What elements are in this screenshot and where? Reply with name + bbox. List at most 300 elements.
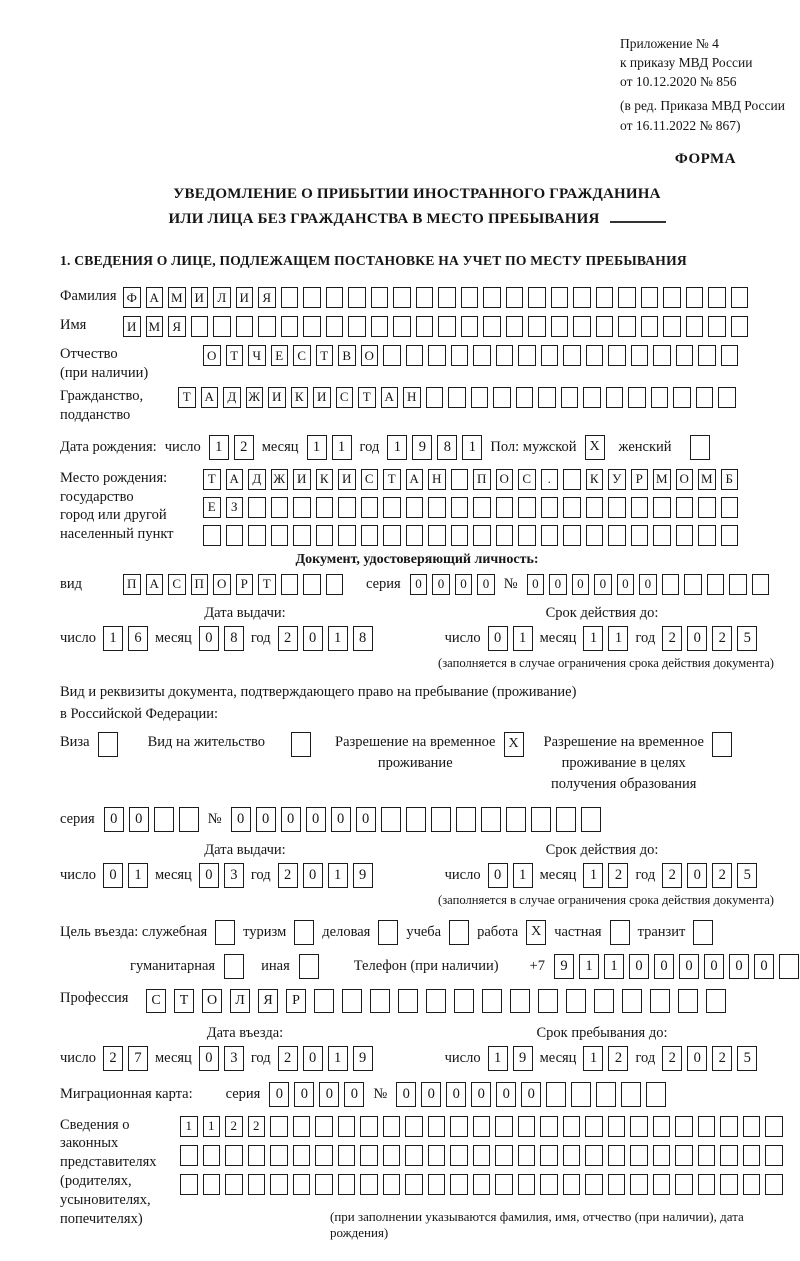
form-cell[interactable]: 1 <box>488 1046 508 1071</box>
form-cell[interactable] <box>663 316 681 337</box>
form-cell[interactable]: 5 <box>737 626 757 651</box>
form-cell[interactable] <box>628 387 646 408</box>
form-cell[interactable]: Ф <box>123 287 141 308</box>
form-cell[interactable] <box>675 1116 693 1137</box>
form-cell[interactable] <box>541 525 559 546</box>
form-cell[interactable]: 0 <box>629 954 649 979</box>
form-cell[interactable]: И <box>191 287 209 308</box>
form-cell[interactable] <box>450 1116 468 1137</box>
form-cell[interactable] <box>481 807 501 832</box>
form-cell[interactable] <box>528 287 546 308</box>
form-cell[interactable]: 2 <box>608 1046 628 1071</box>
form-cell[interactable] <box>342 989 362 1013</box>
form-cell[interactable]: 0 <box>704 954 724 979</box>
form-cell[interactable] <box>483 287 501 308</box>
form-cell[interactable]: 0 <box>488 626 508 651</box>
form-cell[interactable]: 1 <box>579 954 599 979</box>
form-cell[interactable] <box>428 497 446 518</box>
form-cell[interactable]: 0 <box>594 574 612 595</box>
form-cell[interactable]: А <box>381 387 399 408</box>
form-cell[interactable]: С <box>518 469 536 490</box>
form-cell[interactable]: 1 <box>307 435 327 460</box>
form-cell[interactable]: 1 <box>583 626 603 651</box>
form-cell[interactable] <box>686 316 704 337</box>
form-cell[interactable] <box>360 1145 378 1166</box>
form-cell[interactable] <box>225 1174 243 1195</box>
form-cell[interactable]: И <box>123 316 141 337</box>
form-cell[interactable] <box>316 525 334 546</box>
form-cell[interactable] <box>338 1174 356 1195</box>
form-cell[interactable]: 0 <box>199 1046 219 1071</box>
form-cell[interactable]: 1 <box>328 863 348 888</box>
form-cell[interactable] <box>383 525 401 546</box>
form-cell[interactable]: 0 <box>281 807 301 832</box>
form-cell[interactable] <box>571 1082 591 1107</box>
form-cell[interactable] <box>270 1116 288 1137</box>
form-cell[interactable]: 0 <box>471 1082 491 1107</box>
form-cell[interactable] <box>563 525 581 546</box>
purpose-tourism-checkbox[interactable] <box>294 920 314 945</box>
female-checkbox[interactable] <box>690 435 710 460</box>
form-cell[interactable]: М <box>653 469 671 490</box>
form-cell[interactable] <box>731 316 749 337</box>
form-cell[interactable] <box>684 574 702 595</box>
form-cell[interactable] <box>226 525 244 546</box>
purpose-official-checkbox[interactable] <box>215 920 235 945</box>
form-cell[interactable] <box>541 497 559 518</box>
form-cell[interactable]: 2 <box>278 1046 298 1071</box>
form-cell[interactable]: 0 <box>396 1082 416 1107</box>
form-cell[interactable]: 0 <box>303 626 323 651</box>
form-cell[interactable] <box>326 287 344 308</box>
form-cell[interactable]: С <box>168 574 186 595</box>
form-cell[interactable] <box>720 1116 738 1137</box>
form-cell[interactable] <box>473 1174 491 1195</box>
form-cell[interactable]: 1 <box>328 1046 348 1071</box>
male-checkbox[interactable]: X <box>585 435 605 460</box>
form-cell[interactable] <box>653 345 671 366</box>
temp-residence-edu-checkbox[interactable] <box>712 732 732 757</box>
form-cell[interactable]: А <box>146 287 164 308</box>
form-cell[interactable]: 1 <box>332 435 352 460</box>
form-cell[interactable] <box>450 1174 468 1195</box>
form-cell[interactable]: 0 <box>231 807 251 832</box>
form-cell[interactable]: 0 <box>549 574 567 595</box>
form-cell[interactable] <box>438 287 456 308</box>
form-cell[interactable] <box>698 345 716 366</box>
form-cell[interactable] <box>506 287 524 308</box>
form-cell[interactable] <box>718 387 736 408</box>
form-cell[interactable]: 7 <box>128 1046 148 1071</box>
form-cell[interactable] <box>348 287 366 308</box>
form-cell[interactable]: В <box>338 345 356 366</box>
form-cell[interactable] <box>495 1145 513 1166</box>
form-cell[interactable] <box>765 1145 783 1166</box>
form-cell[interactable]: 0 <box>521 1082 541 1107</box>
form-cell[interactable] <box>698 1174 716 1195</box>
form-cell[interactable] <box>630 1174 648 1195</box>
form-cell[interactable]: Ж <box>246 387 264 408</box>
form-cell[interactable] <box>473 525 491 546</box>
form-cell[interactable]: 2 <box>608 863 628 888</box>
form-cell[interactable]: 5 <box>737 863 757 888</box>
form-cell[interactable] <box>641 287 659 308</box>
form-cell[interactable]: 9 <box>513 1046 533 1071</box>
form-cell[interactable] <box>270 1174 288 1195</box>
form-cell[interactable] <box>281 287 299 308</box>
form-cell[interactable] <box>608 1116 626 1137</box>
form-cell[interactable]: О <box>676 469 694 490</box>
form-cell[interactable] <box>473 497 491 518</box>
form-cell[interactable]: Л <box>230 989 250 1013</box>
form-cell[interactable] <box>743 1174 761 1195</box>
form-cell[interactable] <box>393 287 411 308</box>
form-cell[interactable]: Б <box>721 469 739 490</box>
form-cell[interactable] <box>271 525 289 546</box>
form-cell[interactable] <box>180 1174 198 1195</box>
form-cell[interactable] <box>496 497 514 518</box>
purpose-transit-checkbox[interactable] <box>693 920 713 945</box>
form-cell[interactable]: И <box>313 387 331 408</box>
form-cell[interactable] <box>428 345 446 366</box>
form-cell[interactable]: 1 <box>180 1116 198 1137</box>
form-cell[interactable] <box>678 989 698 1013</box>
form-cell[interactable] <box>708 287 726 308</box>
form-cell[interactable] <box>596 316 614 337</box>
form-cell[interactable] <box>383 1145 401 1166</box>
form-cell[interactable]: 0 <box>199 863 219 888</box>
form-cell[interactable]: И <box>293 469 311 490</box>
form-cell[interactable] <box>518 1116 536 1137</box>
form-cell[interactable] <box>650 989 670 1013</box>
form-cell[interactable] <box>471 387 489 408</box>
form-cell[interactable] <box>431 807 451 832</box>
form-cell[interactable] <box>303 574 321 595</box>
form-cell[interactable] <box>451 345 469 366</box>
form-cell[interactable] <box>540 1116 558 1137</box>
form-cell[interactable]: 0 <box>294 1082 314 1107</box>
form-cell[interactable] <box>585 1174 603 1195</box>
form-cell[interactable]: 1 <box>328 626 348 651</box>
form-cell[interactable] <box>203 1174 221 1195</box>
form-cell[interactable]: Н <box>428 469 446 490</box>
form-cell[interactable] <box>653 1174 671 1195</box>
form-cell[interactable]: 1 <box>583 863 603 888</box>
form-cell[interactable] <box>360 1116 378 1137</box>
form-cell[interactable] <box>696 387 714 408</box>
form-cell[interactable] <box>621 1082 641 1107</box>
form-cell[interactable]: 0 <box>104 807 124 832</box>
form-cell[interactable]: 0 <box>687 626 707 651</box>
form-cell[interactable]: И <box>268 387 286 408</box>
form-cell[interactable] <box>428 1116 446 1137</box>
form-cell[interactable]: 0 <box>687 863 707 888</box>
form-cell[interactable] <box>303 287 321 308</box>
form-cell[interactable]: 0 <box>303 1046 323 1071</box>
form-cell[interactable]: 0 <box>410 574 428 595</box>
form-cell[interactable] <box>428 525 446 546</box>
form-cell[interactable] <box>326 574 344 595</box>
form-cell[interactable]: . <box>541 469 559 490</box>
form-cell[interactable] <box>371 316 389 337</box>
form-cell[interactable]: 0 <box>269 1082 289 1107</box>
form-cell[interactable] <box>646 1082 666 1107</box>
form-cell[interactable]: Т <box>383 469 401 490</box>
form-cell[interactable]: И <box>338 469 356 490</box>
form-cell[interactable] <box>606 387 624 408</box>
form-cell[interactable]: 2 <box>712 626 732 651</box>
form-cell[interactable] <box>314 989 334 1013</box>
form-cell[interactable] <box>293 525 311 546</box>
form-cell[interactable] <box>426 989 446 1013</box>
form-cell[interactable] <box>316 497 334 518</box>
form-cell[interactable] <box>538 387 556 408</box>
form-cell[interactable] <box>765 1174 783 1195</box>
form-cell[interactable] <box>563 1116 581 1137</box>
form-cell[interactable] <box>608 497 626 518</box>
form-cell[interactable]: Т <box>358 387 376 408</box>
form-cell[interactable]: 2 <box>234 435 254 460</box>
form-cell[interactable]: У <box>608 469 626 490</box>
form-cell[interactable] <box>720 1145 738 1166</box>
form-cell[interactable] <box>585 1145 603 1166</box>
form-cell[interactable]: О <box>203 345 221 366</box>
form-cell[interactable] <box>450 1145 468 1166</box>
visa-checkbox[interactable] <box>98 732 118 757</box>
form-cell[interactable] <box>686 287 704 308</box>
form-cell[interactable]: О <box>361 345 379 366</box>
form-cell[interactable]: М <box>146 316 164 337</box>
form-cell[interactable] <box>631 497 649 518</box>
form-cell[interactable]: 0 <box>303 863 323 888</box>
form-cell[interactable] <box>461 287 479 308</box>
form-cell[interactable] <box>179 807 199 832</box>
form-cell[interactable]: К <box>586 469 604 490</box>
form-cell[interactable] <box>496 345 514 366</box>
form-cell[interactable]: 9 <box>554 954 574 979</box>
purpose-study-checkbox[interactable] <box>449 920 469 945</box>
form-cell[interactable] <box>676 497 694 518</box>
form-cell[interactable] <box>293 1174 311 1195</box>
form-cell[interactable]: П <box>191 574 209 595</box>
form-cell[interactable] <box>556 807 576 832</box>
form-cell[interactable]: П <box>123 574 141 595</box>
form-cell[interactable] <box>608 525 626 546</box>
form-cell[interactable] <box>315 1116 333 1137</box>
form-cell[interactable]: 2 <box>103 1046 123 1071</box>
form-cell[interactable] <box>406 807 426 832</box>
form-cell[interactable] <box>706 989 726 1013</box>
form-cell[interactable] <box>653 1145 671 1166</box>
form-cell[interactable]: 0 <box>572 574 590 595</box>
form-cell[interactable] <box>180 1145 198 1166</box>
form-cell[interactable] <box>586 497 604 518</box>
form-cell[interactable]: С <box>361 469 379 490</box>
form-cell[interactable] <box>698 497 716 518</box>
form-cell[interactable]: 0 <box>729 954 749 979</box>
form-cell[interactable]: 0 <box>421 1082 441 1107</box>
form-cell[interactable] <box>653 525 671 546</box>
form-cell[interactable] <box>608 1145 626 1166</box>
form-cell[interactable]: 0 <box>446 1082 466 1107</box>
form-cell[interactable] <box>370 989 390 1013</box>
form-cell[interactable] <box>236 316 254 337</box>
form-cell[interactable]: А <box>201 387 219 408</box>
form-cell[interactable] <box>676 525 694 546</box>
form-cell[interactable] <box>416 287 434 308</box>
form-cell[interactable] <box>676 345 694 366</box>
form-cell[interactable]: Ж <box>271 469 289 490</box>
form-cell[interactable]: Т <box>203 469 221 490</box>
form-cell[interactable] <box>630 1116 648 1137</box>
form-cell[interactable]: 0 <box>356 807 376 832</box>
form-cell[interactable] <box>405 1145 423 1166</box>
form-cell[interactable]: 2 <box>225 1116 243 1137</box>
form-cell[interactable] <box>563 345 581 366</box>
form-cell[interactable] <box>586 345 604 366</box>
form-cell[interactable]: 1 <box>203 1116 221 1137</box>
form-cell[interactable] <box>426 387 444 408</box>
form-cell[interactable] <box>383 1116 401 1137</box>
form-cell[interactable] <box>563 497 581 518</box>
form-cell[interactable]: Т <box>178 387 196 408</box>
form-cell[interactable]: С <box>336 387 354 408</box>
form-cell[interactable] <box>673 387 691 408</box>
form-cell[interactable] <box>383 497 401 518</box>
form-cell[interactable] <box>293 1145 311 1166</box>
form-cell[interactable]: 1 <box>583 1046 603 1071</box>
form-cell[interactable]: 5 <box>737 1046 757 1071</box>
form-cell[interactable]: Т <box>174 989 194 1013</box>
form-cell[interactable] <box>608 1174 626 1195</box>
form-cell[interactable] <box>707 574 725 595</box>
form-cell[interactable] <box>393 316 411 337</box>
form-cell[interactable] <box>510 989 530 1013</box>
form-cell[interactable] <box>438 316 456 337</box>
form-cell[interactable]: 0 <box>129 807 149 832</box>
form-cell[interactable] <box>473 1145 491 1166</box>
form-cell[interactable] <box>708 316 726 337</box>
form-cell[interactable]: 1 <box>513 626 533 651</box>
form-cell[interactable]: 0 <box>527 574 545 595</box>
form-cell[interactable]: Р <box>236 574 254 595</box>
form-cell[interactable]: 2 <box>662 1046 682 1071</box>
form-cell[interactable]: 1 <box>604 954 624 979</box>
form-cell[interactable]: Т <box>258 574 276 595</box>
form-cell[interactable] <box>721 345 739 366</box>
form-cell[interactable] <box>398 989 418 1013</box>
form-cell[interactable]: Т <box>226 345 244 366</box>
form-cell[interactable]: 2 <box>712 1046 732 1071</box>
form-cell[interactable] <box>270 1145 288 1166</box>
form-cell[interactable] <box>563 469 581 490</box>
form-cell[interactable]: Я <box>258 287 276 308</box>
form-cell[interactable] <box>495 1174 513 1195</box>
form-cell[interactable] <box>506 807 526 832</box>
form-cell[interactable]: А <box>146 574 164 595</box>
form-cell[interactable]: 0 <box>432 574 450 595</box>
form-cell[interactable]: 1 <box>462 435 482 460</box>
form-cell[interactable]: 1 <box>128 863 148 888</box>
form-cell[interactable] <box>248 497 266 518</box>
form-cell[interactable] <box>540 1145 558 1166</box>
form-cell[interactable]: С <box>293 345 311 366</box>
form-cell[interactable] <box>721 525 739 546</box>
form-cell[interactable] <box>451 469 469 490</box>
form-cell[interactable] <box>618 287 636 308</box>
form-cell[interactable] <box>381 807 401 832</box>
form-cell[interactable]: 1 <box>513 863 533 888</box>
form-cell[interactable]: 1 <box>103 626 123 651</box>
form-cell[interactable] <box>271 497 289 518</box>
form-cell[interactable] <box>531 807 551 832</box>
form-cell[interactable] <box>482 989 502 1013</box>
form-cell[interactable] <box>653 1116 671 1137</box>
form-cell[interactable] <box>258 316 276 337</box>
form-cell[interactable]: 0 <box>319 1082 339 1107</box>
form-cell[interactable]: Д <box>223 387 241 408</box>
form-cell[interactable] <box>448 387 466 408</box>
form-cell[interactable] <box>518 1145 536 1166</box>
form-cell[interactable]: 0 <box>256 807 276 832</box>
form-cell[interactable]: П <box>473 469 491 490</box>
form-cell[interactable]: 9 <box>353 1046 373 1071</box>
form-cell[interactable] <box>338 497 356 518</box>
temp-residence-checkbox[interactable]: X <box>504 732 524 757</box>
form-cell[interactable] <box>496 525 514 546</box>
form-cell[interactable] <box>596 1082 616 1107</box>
form-cell[interactable] <box>721 497 739 518</box>
form-cell[interactable]: 9 <box>412 435 432 460</box>
form-cell[interactable]: 0 <box>617 574 635 595</box>
form-cell[interactable] <box>361 497 379 518</box>
form-cell[interactable] <box>428 1145 446 1166</box>
form-cell[interactable]: 0 <box>654 954 674 979</box>
form-cell[interactable]: М <box>698 469 716 490</box>
form-cell[interactable]: 1 <box>387 435 407 460</box>
form-cell[interactable] <box>483 316 501 337</box>
form-cell[interactable]: 0 <box>496 1082 516 1107</box>
form-cell[interactable] <box>731 287 749 308</box>
form-cell[interactable] <box>203 1145 221 1166</box>
form-cell[interactable] <box>631 525 649 546</box>
form-cell[interactable] <box>154 807 174 832</box>
form-cell[interactable] <box>451 525 469 546</box>
form-cell[interactable]: Д <box>248 469 266 490</box>
form-cell[interactable] <box>622 989 642 1013</box>
form-cell[interactable]: 3 <box>224 1046 244 1071</box>
form-cell[interactable] <box>348 316 366 337</box>
form-cell[interactable] <box>651 387 669 408</box>
form-cell[interactable]: О <box>496 469 514 490</box>
form-cell[interactable] <box>765 1116 783 1137</box>
form-cell[interactable] <box>493 387 511 408</box>
form-cell[interactable]: 2 <box>278 863 298 888</box>
form-cell[interactable] <box>551 316 569 337</box>
form-cell[interactable]: 0 <box>306 807 326 832</box>
form-cell[interactable] <box>406 345 424 366</box>
form-cell[interactable]: К <box>316 469 334 490</box>
form-cell[interactable]: Т <box>316 345 334 366</box>
form-cell[interactable] <box>406 525 424 546</box>
form-cell[interactable]: И <box>236 287 254 308</box>
form-cell[interactable] <box>720 1174 738 1195</box>
form-cell[interactable]: Р <box>286 989 306 1013</box>
form-cell[interactable]: 2 <box>712 863 732 888</box>
form-cell[interactable] <box>573 316 591 337</box>
form-cell[interactable] <box>406 497 424 518</box>
form-cell[interactable] <box>698 1116 716 1137</box>
